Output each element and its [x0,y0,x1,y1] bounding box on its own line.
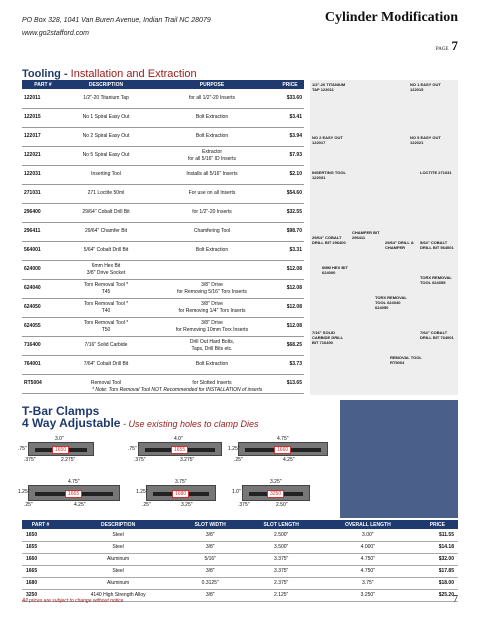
table-cell: 296411 [22,222,64,241]
header-contact [22,14,211,40]
table-cell: 29/64" Cobalt Drill Bit [64,203,148,222]
table-cell: Aluminum [59,577,177,589]
table-cell: 4.750" [319,553,417,565]
photo-label: 29/64" DRILL & CHAMFER [385,240,414,250]
tbar-clamp: 1650 [28,442,94,456]
table-cell: $3.94 [276,127,304,146]
table-cell: Bolt Extraction [148,355,276,374]
table-cell: 1665 [22,565,59,577]
table-cell: 3250 [22,589,59,601]
table-cell: $54.60 [276,184,304,203]
photo-label: NO 2 EASY OUT 122017 [312,135,343,145]
tooling-heading: Tooling - Installation and Extraction [22,68,197,80]
table-cell: No 2 Spiral Easy Out [64,127,148,146]
table-cell: 3.375" [243,553,318,565]
table-cell: 3/8" Drive for Removing 1/4" Torx Inserts [148,298,276,317]
tooling-col-0: PART # [22,80,64,89]
dimension-label: .375" [24,457,36,463]
table-cell: 1655 [22,541,59,553]
table-cell: $2.10 [276,165,304,184]
tooling-col-1: DESCRIPTION [64,80,148,89]
table-cell: 1650 [22,529,59,541]
table-row [22,260,304,279]
table-row [22,127,304,146]
table-cell: Bolt Extraction [148,241,276,260]
dimension-label: .75" [18,446,27,452]
tbar-table [22,520,458,602]
dimension-label: 4.25" [74,502,86,508]
dimension-label: 4.75" [277,436,289,442]
dimension-label: .25" [142,502,151,508]
table-cell: 3.00" [319,529,417,541]
table-cell: 764001 [22,355,64,374]
tbar-col-3: SLOT LENGTH [243,520,318,529]
tbar-heading: T-Bar Clamps 4 Way Adjustable - Use existing holes to clamp Dies [22,404,259,430]
tbar-col-1: DESCRIPTION [59,520,177,529]
photo-label: LOCTITE 271031 [420,170,452,175]
table-cell: $32.00 [417,553,458,565]
table-row [22,89,304,108]
tbar-col-2: SLOT WIDTH [177,520,244,529]
table-row [22,146,304,165]
table-cell: 122021 [22,146,64,165]
table-cell: 624040 [22,279,64,298]
tbar-title: T-Bar Clamps [22,404,100,418]
photo-label: 29/64" COBALT DRILL BIT 296400 [312,235,346,245]
table-cell: 716400 [22,336,64,355]
table-row [22,203,304,222]
dimension-label: 1.25" [228,446,240,452]
table-cell: 7/16" Solid Carbide [64,336,148,355]
table-cell: Removal Tool [64,374,148,393]
table-cell: 5/16" [177,553,244,565]
price-disclaimer: All prices are subject to change without notice [22,598,124,604]
photo-label: 7/64" COBALT DRILL BIT 764001 [420,330,454,340]
table-cell: 3.250" [319,589,417,601]
table-cell: 3/8" Drive for Removing 5/16" Torx Inserts [148,279,276,298]
dimension-label: .25" [24,502,33,508]
table-cell: $68.25 [276,336,304,355]
table-row [22,241,304,260]
table-cell: RT5004 [22,374,64,393]
table-cell: Torx Removal Tool * T50 [64,317,148,336]
table-row [22,553,458,565]
table-cell: 4.750" [319,565,417,577]
table-cell: 3/8" [177,541,244,553]
table-cell: 271031 [22,184,64,203]
table-cell: Steel [59,529,177,541]
page-number: 7 [453,594,458,605]
table-cell: for all 1/2"-20 Inserts [148,89,276,108]
table-row [22,108,304,127]
table-cell: 624050 [22,298,64,317]
table-cell: 564001 [22,241,64,260]
table-cell: $12.08 [276,260,304,279]
photo-label: 6MM HEX BIT 624000 [322,265,348,275]
table-cell: No 1 Spiral Easy Out [64,108,148,127]
tbar-clamp: 1665 [28,485,120,501]
dimension-label: .75" [128,446,137,452]
page-title: Cylinder Modification [324,10,458,25]
table-cell: 6mm Hex Bit 3/8" Drive Socket [64,260,148,279]
tbar-clamp: 1680 [146,485,216,501]
table-cell: 2.500" [243,529,318,541]
dimension-label: 3.25" [270,479,282,485]
dimension-label: 2.50" [276,502,288,508]
table-cell: $33.60 [276,89,304,108]
table-cell: $12.08 [276,279,304,298]
table-cell: $25.20 [417,589,458,601]
tool-photo-panel [310,80,458,395]
table-cell: for Slotted Inserts [148,374,276,393]
table-cell: $17.85 [417,565,458,577]
table-cell: 122011 [22,89,64,108]
table-cell: $11.55 [417,529,458,541]
dimension-label: 1.25" [136,489,148,495]
table-cell: No 5 Spiral Easy Out [64,146,148,165]
tbar-col-4: OVERALL LENGTH [319,520,417,529]
table-cell: 122015 [22,108,64,127]
table-cell: 4.000" [319,541,417,553]
table-cell: $98.70 [276,222,304,241]
table-cell: 29/64" Chamfer Bit [64,222,148,241]
table-cell: 122031 [22,165,64,184]
photo-label: 7/16" SOLID CARBIDE DRILL BIT 716400 [312,330,344,345]
table-row [22,355,304,374]
table-cell: 3/8" [177,529,244,541]
dimension-label: .25" [234,457,243,463]
photo-label: INSERTING TOOL 122031 [312,170,346,180]
dimension-label: 4.75" [68,479,80,485]
table-row [22,577,458,589]
table-cell: Steel [59,541,177,553]
table-cell: $14.18 [417,541,458,553]
table-row [22,565,458,577]
table-row [22,165,304,184]
photo-label: TORX REMOVAL TOOL 624055 [420,275,452,285]
table-cell: 1/2"-20 Titanium Tap [64,89,148,108]
table-cell: Bolt Extraction [148,127,276,146]
table-cell: $3.41 [276,108,304,127]
table-cell: Torx Removal Tool * T45 [64,279,148,298]
photo-label: 1/2"-20 TITANIUM TAP 122011 [312,82,346,92]
table-cell: 2.375" [243,577,318,589]
table-cell: Drill Out Hard Bolts, Taps, Drill Bits etc. [148,336,276,355]
table-cell: Torx Removal Tool * T40 [64,298,148,317]
page-indicator: PAGE 7 [435,38,458,53]
table-cell: for 1/2"-20 Inserts [148,203,276,222]
table-cell: 296400 [22,203,64,222]
table-cell: $3.31 [276,241,304,260]
tooling-col-3: PRICE [276,80,304,89]
table-row [22,279,304,298]
table-cell: 4140 High Strength Alloy [59,589,177,601]
tbar-clamp: 3250 [242,485,310,501]
table-cell: 1680 [22,577,59,589]
photo-label: NO 5 EASY OUT 122021 [410,135,441,145]
table-cell: 2.125" [243,589,318,601]
table-cell [148,260,276,279]
table-row [22,317,304,336]
photo-label: CHAMFER BIT 296411 [352,230,380,240]
table-row [22,336,304,355]
table-cell: For use on all Inserts [148,184,276,203]
dimension-label: 3.0" [55,436,64,442]
dimension-label: 3.75" [175,479,187,485]
table-cell: 271 Loctite 50ml [64,184,148,203]
dimension-label: 1.25" [18,489,30,495]
photo-label: TORX REMOVAL TOOL 624040 624050 [375,295,407,310]
dimension-label: 3.25" [181,502,193,508]
dimension-label: 1.0" [232,489,241,495]
table-cell: Installs all 5/16" Inserts [148,165,276,184]
table-row [22,529,458,541]
table-cell: Extractor for all 5/16" ID Inserts [148,146,276,165]
photo-label: NO 1 EASY OUT 122015 [410,82,441,92]
table-cell: 0.3125" [177,577,244,589]
table-cell: 5/64" Cobalt Drill Bit [64,241,148,260]
photo-label: 5/64" COBALT DRILL BIT 564001 [420,240,454,250]
table-cell: $3.73 [276,355,304,374]
dimension-label: 4.25" [283,457,295,463]
table-cell: $18.00 [417,577,458,589]
table-cell: 1660 [22,553,59,565]
clamp-photo [340,400,458,518]
dimension-label: 2.275" [61,457,76,463]
table-cell: 624055 [22,317,64,336]
table-row [22,184,304,203]
clamp-diagrams [18,436,332,517]
website-link[interactable]: www.go2stafford.com [22,30,89,37]
table-cell: 3.75" [319,577,417,589]
table-cell: $12.08 [276,317,304,336]
tbar-col-5: PRICE [417,520,458,529]
table-cell: Bolt Extraction [148,108,276,127]
table-cell: 3.375" [243,565,318,577]
dimension-label: .375" [134,457,146,463]
table-row [22,541,458,553]
table-row [22,298,304,317]
table-cell: 3.500" [243,541,318,553]
table-cell: $32.55 [276,203,304,222]
table-cell: $12.08 [276,298,304,317]
table-cell: 3/8" [177,589,244,601]
table-cell: 7/64" Cobalt Drill Bit [64,355,148,374]
tbar-col-0: PART # [22,520,59,529]
tooling-col-2: PURPOSE [148,80,276,89]
table-cell: $13.65 [276,374,304,393]
table-cell: $7.93 [276,146,304,165]
tbar-clamp: 1655 [138,442,222,456]
photo-label: REMOVAL TOOL RT5004 [390,355,422,365]
table-cell: Steel [59,565,177,577]
table-cell: Aluminum [59,553,177,565]
table-cell: 122017 [22,127,64,146]
table-cell: 624000 [22,260,64,279]
dimension-label: 4.0" [174,436,183,442]
table-cell: 3/8" [177,565,244,577]
table-row [22,222,304,241]
table-cell: Chamfering Tool [148,222,276,241]
dimension-label: .375" [238,502,250,508]
address: PO Box 328, 1041 Van Buren Avenue, Indian Trail NC 28079 [22,17,211,24]
tooling-table [22,80,304,394]
dimension-label: 3.275" [180,457,195,463]
table-cell: 3/8" Drive for Removing 10mm Torx Inserts [148,317,276,336]
tbar-clamp: 1660 [238,442,328,456]
table-cell: Inserting Tool [64,165,148,184]
torx-note: * Note: Torx Removal Tool NOT Recommended for INSTALLATION of inserts [92,387,263,393]
